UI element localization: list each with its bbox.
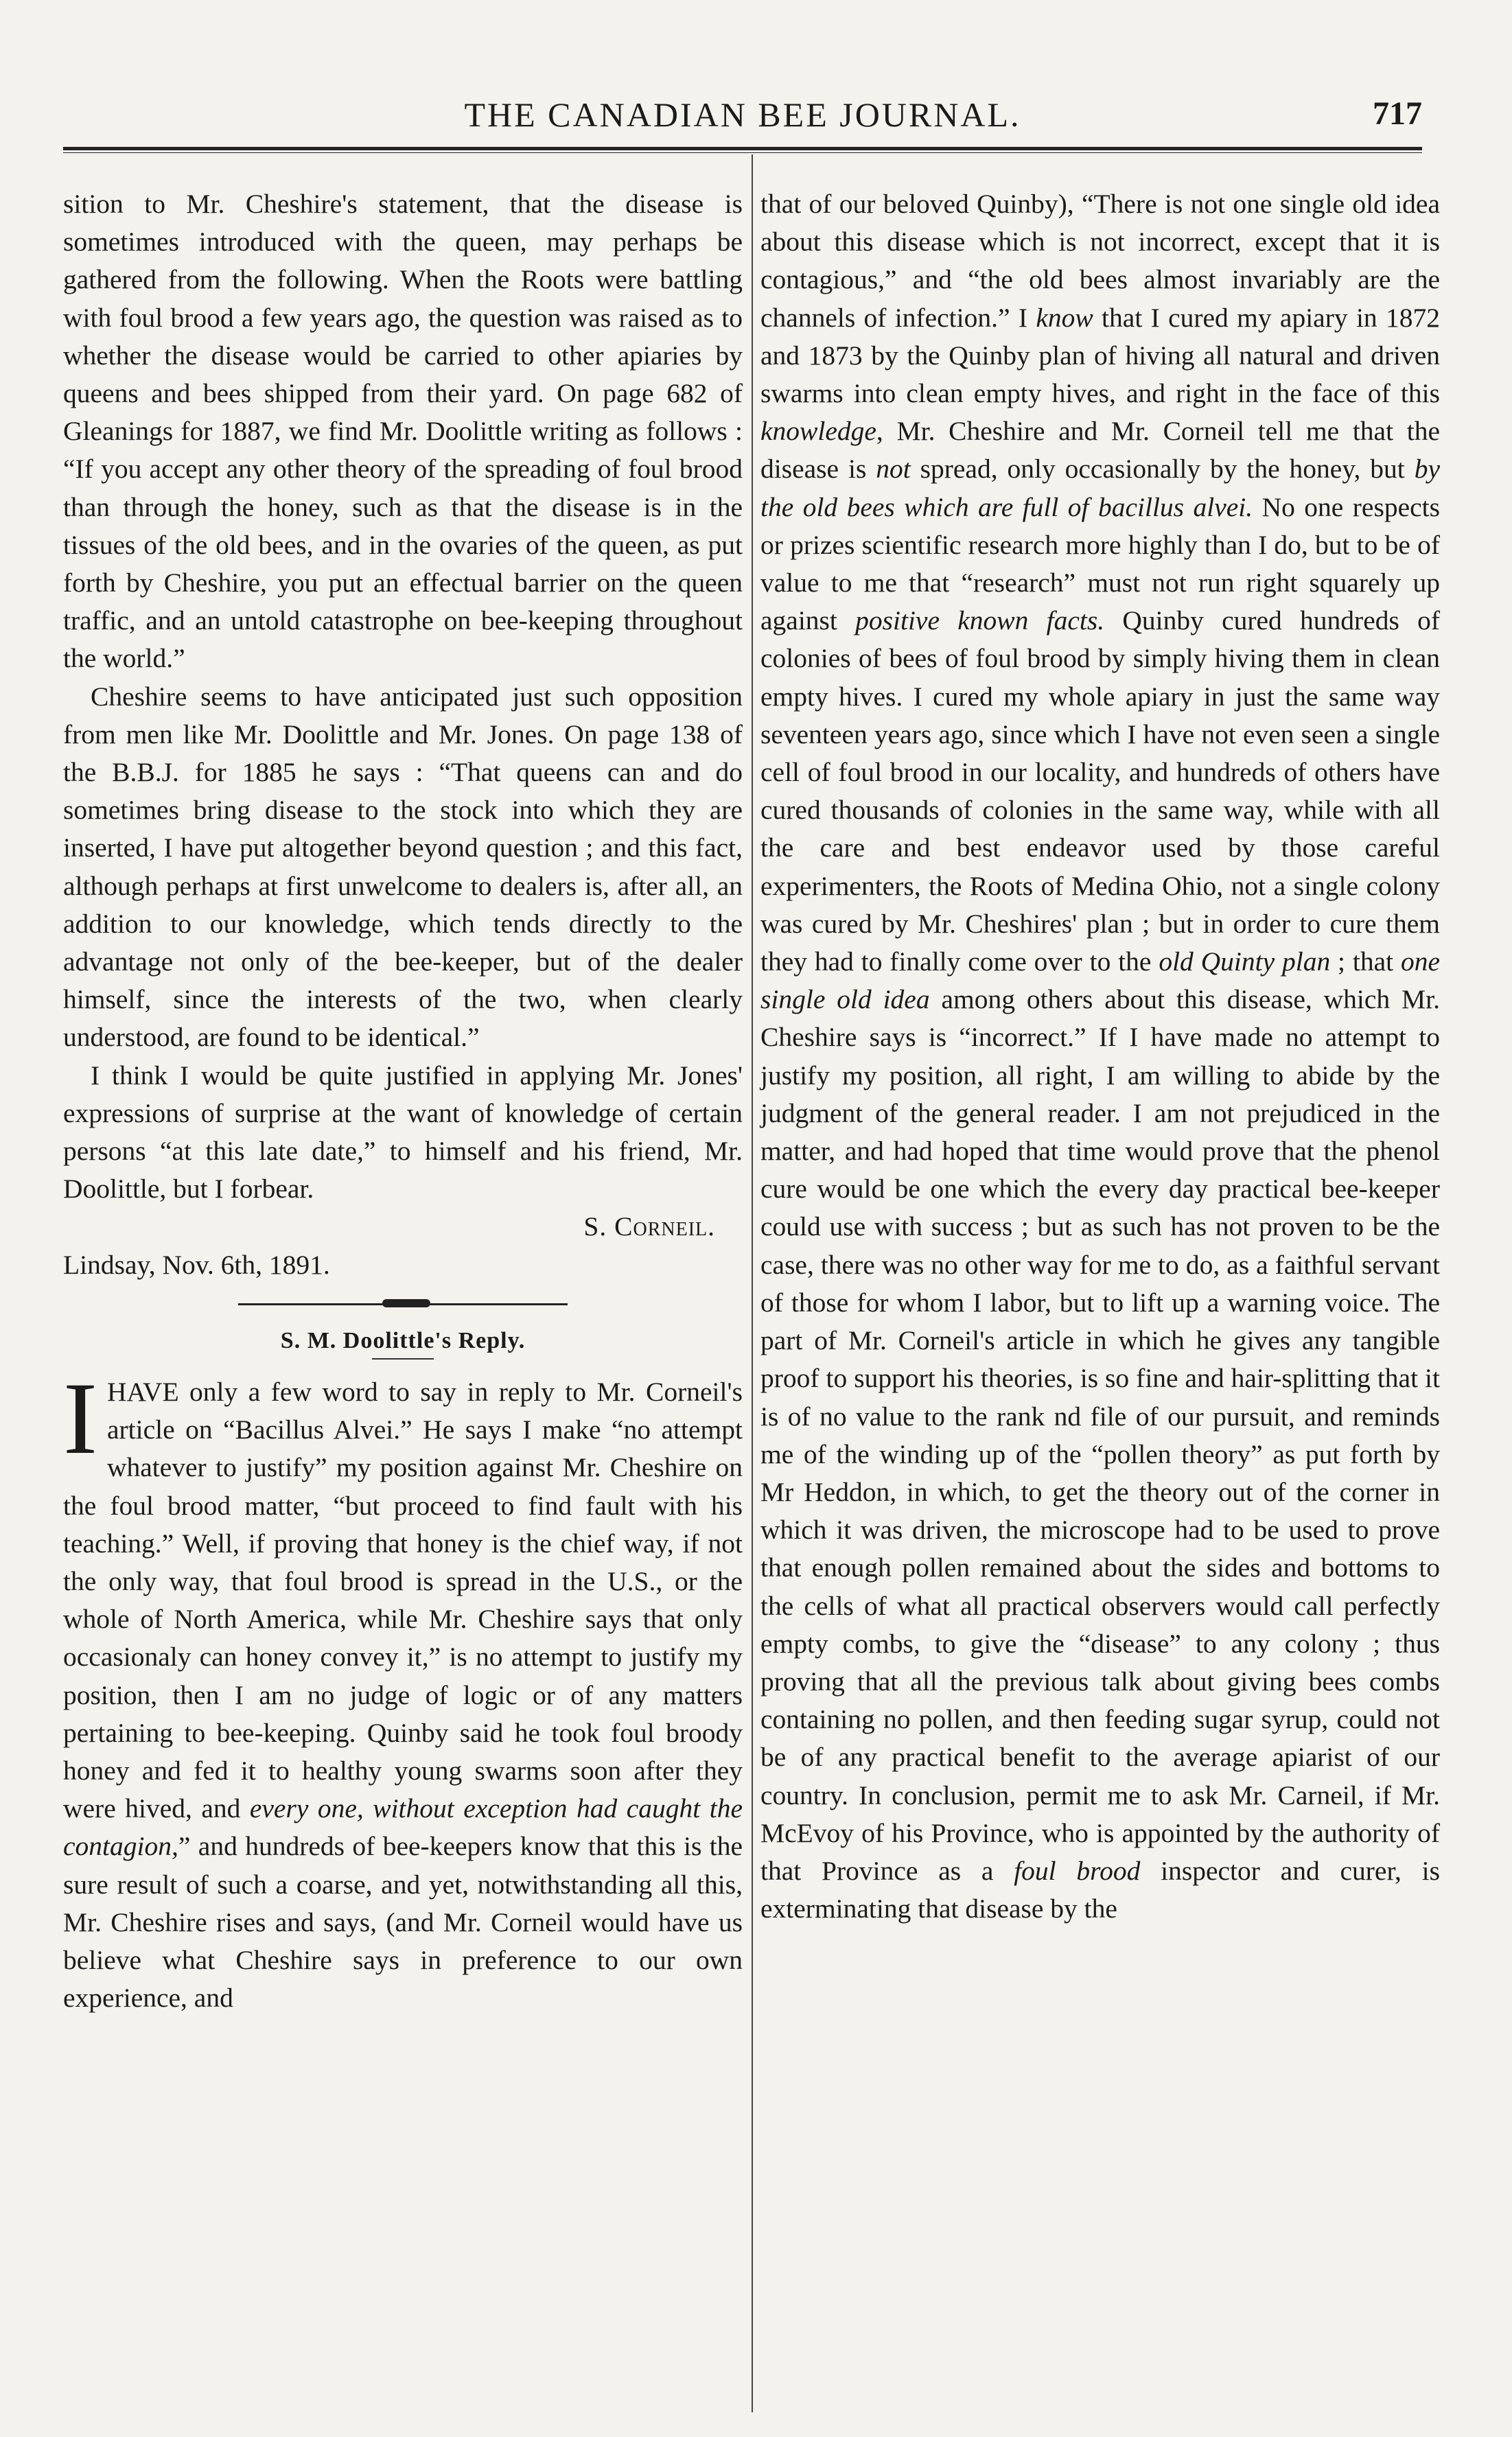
article-heading: S. M. Doolittle's Reply.: [280, 1327, 526, 1353]
paragraph-continuation: that of our beloved Quinby), “There is not one single old idea about this disease which is not incorrect, except that it is contagious,” and “the old bees almost invariably are the channels of infection.” I know that I cured my apiary in 1872 and 1873 by the Quinby plan of hiving all natural and driven swarms into clean empty hives, and right in the face of this knowledge, Mr. Cheshire and Mr. Corneil tell me that the disease is not spread, only occasionally by the honey, but by the old bees which are full of bacillus alvei. No one respects or prizes scientific research more highly than I do, but to be of value to me that “research” must not run right squarely up against positive known facts. Quinby cured hundreds of colonies of bees of foul brood by simply hiving them in clean empty hives. I cured my whole apiary in just the same way seventeen years ago, since which I have not even seen a single cell of foul brood in our locality, and hundreds of others have cured thousands of colonies in the same way, while with all the care and best endeavor used by those careful experimenters, the Roots of Medina Ohio, not a single colony was cured by Mr. Cheshires' plan ; but in order to cure them they had to finally come over to the old Quinty plan ; that one single old idea among others about this disease, which Mr. Cheshire says is “incorrect.” If I have made no attempt to justify my position, all right, I am willing to abide by the judgment of the general reader. I am not prejudiced in the matter, and had hoped that time would prove that the phenol cure would be one which the every day practical bee-keeper could use with success ; but as such has not proven to be the case, there was no other way for me to do, as a faithful servant of those for whom I labor, but to lift up a warning voice. The part of Mr. Corneil's article in which he gives any tangible proof to support his theories, is so fine and hair-splitting that it is of no value to the rank nd file of our pursuit, and reminds me of the winding up of the “pollen theory” as put forth by Mr Heddon, in which, to get the theory out of the corner in which it was driven, the microscope had to be used to prove that enough pollen remained about the sides and bottoms to the cells of what all practical observers would call perfectly empty combs, to give the “disease” to any colony ; thus proving that all the previous talk about giving bees combs containing no pollen, and then feeding sugar syrup, could not be of any practical benefit to the average apiarist of our country. In conclusion, permit me to ask Mr. Carneil, if Mr. McEvoy of his Province, who is appointed by the authority of that Province as a foul brood inspector and curer, is exterminating that disease by the: [760, 189, 1441, 1924]
page-number: 717: [1373, 95, 1422, 132]
section-divider: [238, 1299, 568, 1309]
heading-rule: [372, 1358, 434, 1360]
running-title: THE CANADIAN BEE JOURNAL.: [464, 95, 1021, 134]
right-column: [760, 185, 1440, 1928]
paragraph-cheshire-anticipated: Cheshire seems to have anticipated just such opposition from men like Mr. Doolittle and Mr. Jones. On page 138 of the B.B.J. for 1885 he says : “That queens can and do sometimes bring disease to the stock into which they are inserted, I have put altogether beyond question ; and this fact, although perhaps at first unwelcome to dealers is, after all, an addition to our knowledge, which tends directly to the advantage not only of the bee-keeper, but of the dealer himself, since the interests of the two, when clearly understood, are found to be identical.”: [63, 681, 743, 1053]
paragraph-cheshire-statement: sition to Mr. Cheshire's statement, that the disease is sometimes introduced with the queen, may perhaps be gathered from the following. When the Roots were battling with foul brood a few years ago, the question was raised as to whether the disease would be carried to other apiaries by queens and bees shipped from their yard. On page 682 of Gleanings for 1887, we find Mr. Doolittle writing as follows : “If you accept any other theory of the spreading of foul brood than through the honey, such as that the disease is in the tissues of the old bees, and in the ovaries of the queen, as put forth by Cheshire, you put an effectual barrier on the queen traffic, and an untold catastrophe on bee-keeping throughout the world.”: [63, 189, 743, 674]
header-rule: [63, 147, 1422, 153]
left-column: [63, 185, 743, 2017]
paragraph-doolittle-reply: IHAVE only a few word to say in reply to Mr. Corneil's article on “Bacillus Alvei.” He says I make “no attempt whatever to justify” my position against Mr. Cheshire on the foul brood matter, “but proceed to find fault with his teaching.” Well, if proving that honey is the chief way, if not the only way, that foul brood is spread in the U.S., or the whole of North America, while Mr. Cheshire says that only occasionaly can honey convey it,” is no attempt to justify my position, then I am no judge of logic or of any matters pertaining to bee-keeping. Quinby said he took foul broody honey and fed it to healthy young swarms soon after they were hived, and every one, without exception had caught the contagion,” and hundreds of bee-keepers know that this is the sure result of such a coarse, and yet, notwithstanding all this, Mr. Cheshire rises and says, (and Mr. Corneil would have us believe what Cheshire says in preference to our own experience, and: [63, 1361, 743, 2014]
drop-cap: I: [63, 1361, 97, 1476]
ornament-icon: [382, 1299, 430, 1307]
column-divider: [752, 154, 753, 2412]
signature: S. Corneil.: [583, 1211, 715, 1242]
paragraph-forbear: I think I would be quite justified in applying Mr. Jones' expressions of surprise at the want of knowledge of certain persons “at this late date,” to himself and his friend, Mr. Doolittle, but I forbear.: [63, 1060, 743, 1204]
page-header: [63, 95, 1422, 143]
dateline: Lindsay, Nov. 6th, 1891.: [63, 1249, 330, 1280]
